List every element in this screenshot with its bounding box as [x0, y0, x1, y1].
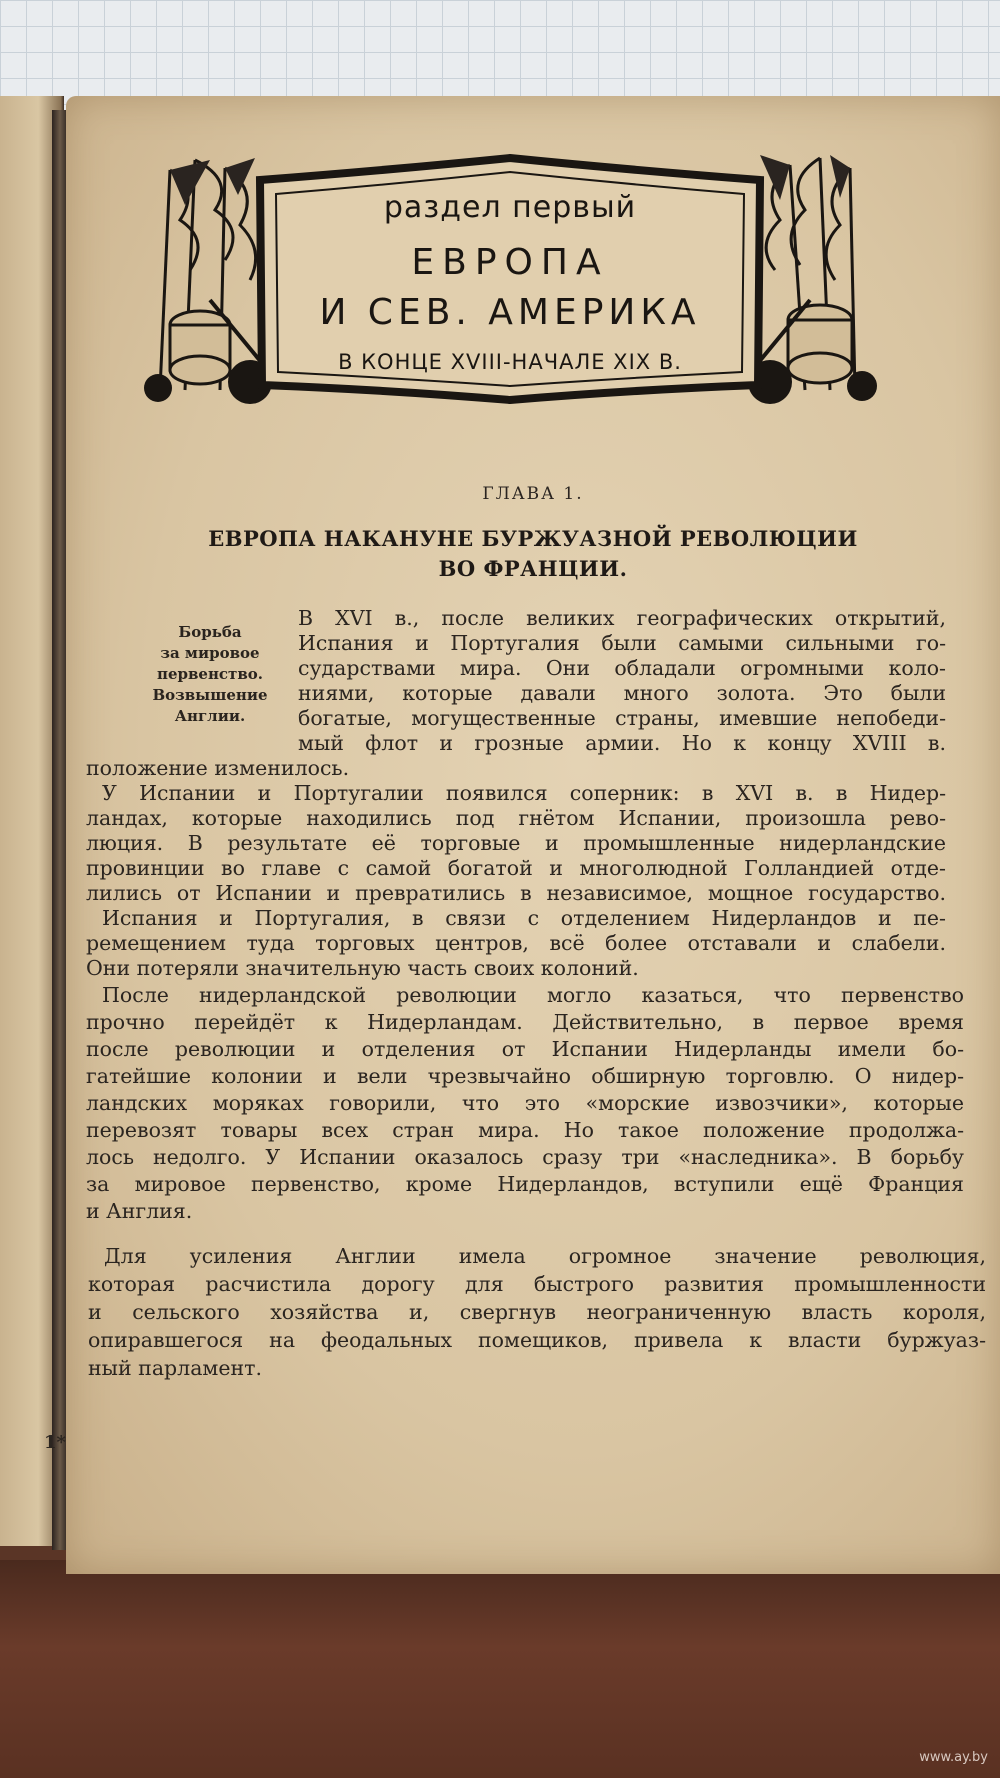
body-line: Для усиления Англии имела огромное значение революция, — [104, 1244, 986, 1268]
body-line: положение изменилось. — [86, 756, 350, 780]
body-line: опиравшегося на феодальных помещиков, привела к власти буржуаз- — [88, 1328, 986, 1352]
body-line: ландских моряках говорили, что это «морские извозчики», которые — [86, 1091, 964, 1115]
wooden-table-background — [0, 1560, 1000, 1778]
section-header-ornament — [140, 150, 880, 410]
body-line: прочно перейдёт к Нидерландам. Действительно, в первое время — [86, 1010, 964, 1034]
section-label: раздел первый — [383, 190, 637, 225]
body-line: Они потеряли значительную часть своих колоний. — [86, 956, 639, 980]
body-line: ремещением туда торговых центров, всё более отставали и слабели. — [86, 931, 946, 955]
section-subtitle: В КОНЦЕ XVIII-НАЧАЛЕ XIX В. — [338, 350, 682, 374]
section-title-line-2: И СЕВ. АМЕРИКА — [319, 292, 701, 333]
body-line: мый флот и грозные армии. Но к концу XVIII в. — [298, 731, 946, 755]
margin-note-line: Англии. — [174, 707, 246, 725]
body-line: и Англия. — [86, 1199, 193, 1223]
signature-mark: 1* — [44, 1432, 66, 1453]
chapter-label: ГЛАВА 1. — [482, 484, 584, 504]
body-line: после революции и отделения от Испании Нидерланды имели бо- — [86, 1037, 964, 1061]
body-line: В XVI в., после великих географических открытий, — [298, 606, 946, 630]
body-line: ный парламент. — [88, 1356, 263, 1380]
margin-note — [145, 622, 275, 727]
margin-note-line: первенство. — [156, 665, 264, 683]
body-line: После нидерландской революции могло казаться, что первенство — [102, 983, 964, 1007]
body-line: лось недолго. У Испании оказалось сразу три «наследника». В борьбу — [86, 1145, 964, 1169]
body-line: гатейшие колонии и вели чрезвычайно обширную торговлю. О нидер- — [86, 1064, 964, 1088]
body-line: У Испании и Португалии появился соперник: в XVI в. в Нидер- — [102, 781, 946, 805]
body-line: богатые, могущественные страны, имевшие непобеди- — [298, 706, 946, 730]
body-line: ландах, которые находились под гнётом Испании, произошла рево- — [86, 806, 946, 830]
margin-note-line: за мировое — [160, 644, 260, 662]
body-line: и сельского хозяйства и, свергнув неограниченную власть короля, — [88, 1300, 986, 1324]
body-line: которая расчистила дорогу для быстрого развития промышленности — [88, 1272, 986, 1296]
margin-note-line: Возвышение — [152, 686, 268, 704]
body-line: ниями, которые давали много золота. Это были — [298, 681, 946, 705]
body-line: провинции во главе с самой богатой и многолюдной Голландией отде- — [86, 856, 946, 880]
margin-note-line: Борьба — [178, 623, 242, 641]
body-line: сударствами мира. Они обладали огромными коло- — [298, 656, 946, 680]
chapter-title-line-1: ЕВРОПА НАКАНУНЕ БУРЖУАЗНОЙ РЕВОЛЮЦИИ — [208, 526, 858, 551]
body-line: люция. В результате её торговые и промышленные нидерландские — [86, 831, 946, 855]
chapter-title-line-2: ВО ФРАНЦИИ. — [438, 556, 628, 581]
body-line: за мировое первенство, кроме Нидерландов, вступили ещё Франция — [86, 1172, 964, 1196]
body-line: перевозят товары всех стран мира. Но такое положение продолжа- — [86, 1118, 964, 1142]
body-line: Испания и Португалия были самыми сильными го- — [298, 631, 946, 655]
watermark: www.ay.by — [919, 1750, 988, 1765]
body-line: Испания и Португалия, в связи с отделением Нидерландов и пе- — [102, 906, 946, 930]
section-title-line-1: ЕВРОПА — [411, 242, 609, 283]
body-line: лились от Испании и превратились в независимое, мощное государство. — [86, 881, 946, 905]
